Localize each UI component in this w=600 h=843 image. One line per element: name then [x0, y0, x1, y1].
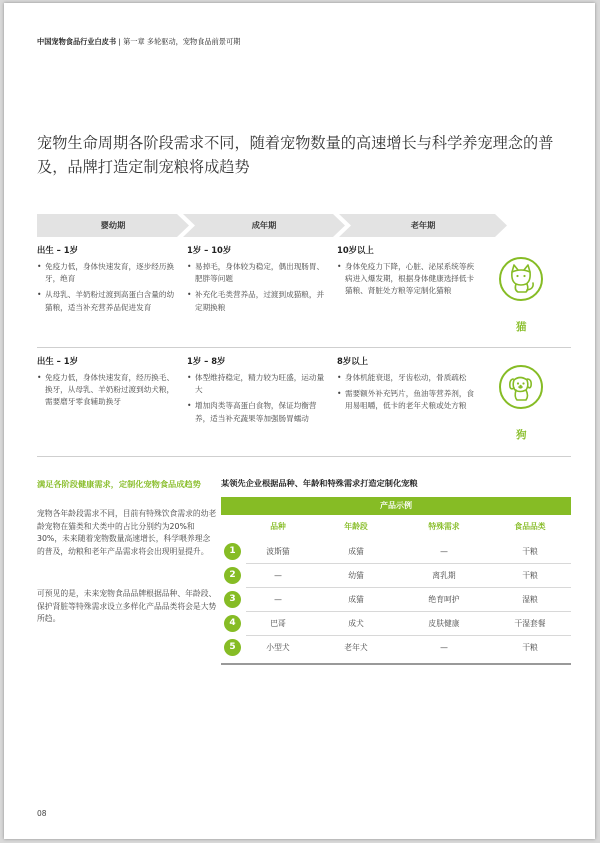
page-number: 08 — [37, 809, 47, 818]
cat-adult-title: 1岁 – 10岁 — [187, 245, 232, 255]
dog-adult-title: 1岁 – 8岁 — [187, 356, 226, 366]
table-band-header: 产品示例 — [221, 497, 571, 515]
table-row — [221, 612, 571, 636]
life-stage-arrows — [37, 214, 507, 237]
dog-infant-title: 出生 – 1岁 — [37, 356, 78, 366]
stage-arrow-adult — [183, 214, 345, 237]
cell-special-need: 绝育呵护 — [428, 595, 460, 604]
row-number-badge: 3 — [224, 591, 241, 608]
side-paragraph-1: 宠物各年龄段需求不同，目前有特殊饮食需求的幼老龄宠物在猫类和犬类中的占比分别约为20%和30%，未来随着宠物数量高速增长，科学喂养理念的普及，幼粮和老年产品需求将会出现明显提升。 — [37, 509, 217, 556]
dog-infant-item: • 免疫力低，身体快速发育，经历换毛、换牙，从母乳、羊奶粉过渡到幼犬粮，需要磨牙零食辅助换牙 — [37, 372, 179, 409]
table-row — [221, 564, 571, 588]
cell-breed: 波斯猫 — [266, 547, 290, 556]
dog-adult-item: • 体型维持稳定，精力较为旺盛，运动量大 — [187, 372, 329, 396]
cell-age: 成猫 — [348, 595, 364, 604]
cat-senior-item: • 身体免疫力下降，心脏、泌尿系统等疾病进入爆发期，根据身体健康选择低卡猫粮、肾脏处方粮等定制化猫粮 — [337, 261, 479, 298]
cell-special-need: 皮肤健康 — [428, 619, 460, 628]
dog-stage-senior — [337, 355, 479, 417]
cat-infant-title: 出生 – 1岁 — [37, 245, 78, 255]
cell-breed: 小型犬 — [266, 643, 290, 652]
document-page — [4, 3, 595, 839]
column-header-food-type: 食品品类 — [514, 522, 546, 531]
cell-age: 幼猫 — [348, 571, 364, 580]
table-row — [221, 540, 571, 564]
stage-arrow-infant — [37, 214, 189, 237]
cat-stage-adult — [187, 244, 329, 318]
column-header-special-need: 特殊需求 — [428, 522, 460, 531]
row-number-badge: 5 — [224, 639, 241, 656]
cell-age: 老年犬 — [344, 643, 368, 652]
cat-stage-infant — [37, 244, 179, 318]
cat-infant-item: • 从母乳、羊奶粉过渡到高蛋白含量的幼猫粮，适当补充营养品促进发育 — [37, 289, 179, 313]
cell-food-type: 干粮 — [522, 571, 538, 580]
report-title: 中国宠物食品行业白皮书 — [37, 37, 117, 46]
stage-label-infant: 婴幼期 — [100, 220, 126, 230]
section-divider — [37, 347, 571, 348]
dog-label: 狗 — [516, 429, 527, 441]
stage-label-adult: 成年期 — [251, 220, 277, 230]
header-separator: | — [116, 37, 124, 46]
row-number-badge: 4 — [224, 615, 241, 632]
running-header — [37, 37, 240, 47]
dog-stage-adult — [187, 355, 329, 429]
cell-special-need: — — [440, 547, 448, 556]
cat-adult-item: • 易掉毛，身体较为稳定，偶出现肠胃、肥胖等问题 — [187, 261, 329, 285]
cell-food-type: 湿粮 — [522, 595, 538, 604]
section-divider — [37, 456, 571, 457]
cell-age: 成猫 — [348, 547, 364, 556]
cell-breed: — — [274, 571, 282, 580]
chapter-title: 第一章 多轮驱动，宠物食品前景可期 — [123, 37, 241, 46]
stage-arrow-senior — [339, 214, 507, 237]
cell-food-type: 干粮 — [522, 547, 538, 556]
dog-stage-infant — [37, 355, 179, 413]
dog-senior-title: 8岁以上 — [337, 356, 368, 366]
dog-icon — [499, 365, 543, 409]
page-headline: 宠物生命周期各阶段需求不同，随着宠物数量的高速增长与科学养宠理念的普及，品牌打造定制宠粮将成趋势 — [37, 134, 554, 176]
row-number-badge: 2 — [224, 567, 241, 584]
cell-food-type: 干湿套餐 — [514, 619, 546, 628]
stage-label-senior: 老年期 — [410, 220, 436, 230]
side-paragraph-2: 可预见的是，未来宠物食品品牌根据品种、年龄段、保护肾脏等特殊需求设立多样化产品品类将会是大势所趋。 — [37, 589, 217, 624]
cell-special-need: 离乳期 — [432, 571, 456, 580]
table-bottom-rule — [221, 663, 571, 665]
cell-special-need: — — [440, 643, 448, 652]
cat-label: 猫 — [516, 321, 527, 333]
cell-breed: 巴哥 — [270, 619, 286, 628]
cell-age: 成犬 — [348, 619, 364, 628]
cat-infant-item: • 免疫力低，身体快速发育，逐步经历换牙，绝育 — [37, 261, 179, 285]
cat-icon — [499, 257, 543, 301]
cat-senior-title: 10岁以上 — [337, 245, 374, 255]
cell-food-type: 干粮 — [522, 643, 538, 652]
dog-senior-item: • 身体机能衰退，牙齿松动，骨质疏松 — [337, 372, 479, 384]
table-row — [221, 636, 571, 660]
cat-adult-item: • 补充化毛类营养品，过渡到成猫粮，并定期换粮 — [187, 289, 329, 313]
dog-senior-item: • 需要额外补充钙片，鱼油等营养剂，食用易咀嚼，低卡的老年犬粮或处方粮 — [337, 388, 479, 412]
cell-breed: — — [274, 595, 282, 604]
side-heading: 满足各阶段健康需求，定制化宠物食品成趋势 — [37, 479, 201, 489]
cat-stage-senior — [337, 244, 479, 302]
dog-adult-item: • 增加肉类等高蛋白食物，保证均衡营养，适当补充蔬果等加强肠胃蠕动 — [187, 400, 329, 424]
table-row — [221, 588, 571, 612]
column-header-breed: 品种 — [270, 522, 286, 531]
table-title: 某领先企业根据品种、年龄和特殊需求打造定制化宠粮 — [221, 478, 418, 488]
row-number-badge: 1 — [224, 543, 241, 560]
column-header-age: 年龄段 — [344, 522, 368, 531]
